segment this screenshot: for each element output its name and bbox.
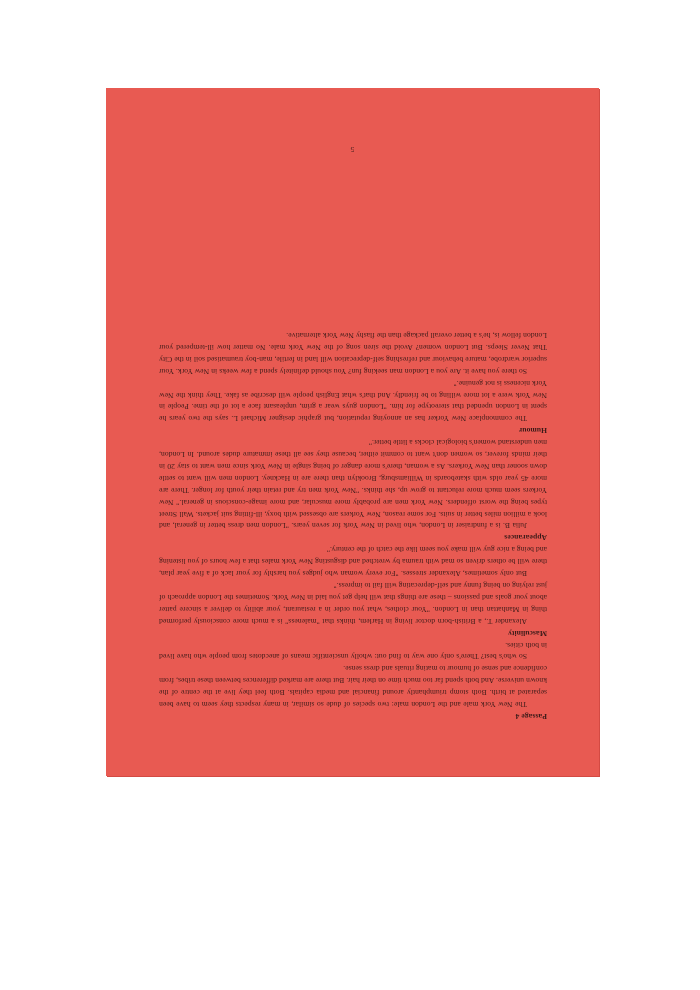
- heading-masculinity: Masculinity: [508, 628, 547, 638]
- intro-paragraph-2: So who's best? There's only one way to find out: wholly unscientific means of anecdotes from people who have lived in both cities.: [159, 640, 547, 662]
- heading-appearances: Appearances: [504, 533, 547, 543]
- passage-title: Passage 4: [515, 712, 547, 721]
- humour-paragraph-1: The commonplace New Yorker has an annoying reputation, but graphic designer Michael L. says the two years he spent in London upended that stereotype for him. "London guys wear a grim, unpleasant face a lot of the time. People in New York were a lot more willing to be friendly. And that's what English people will describe as fake. They think the New York niceness is not genuine.": [159, 378, 547, 424]
- humour-paragraph-2: So there you have it. Are you a London man seeking fun? You should definitely spend a few weeks in New York. Your superior wardrobe, mature behaviour and refreshing self-deprecation will land in fertile, man-boy traumatised soil in the City That Never Sleeps. But London women? Avoid the siren song of the New York male. No matter how ill-tempered your London fellow is, he's a better overall package than the flashy New York alternative.: [159, 331, 547, 376]
- masculinity-paragraph-1: Alexander T., a British-born doctor living in Harlem, thinks that "maleness" is a much more consciously performed thing in Manhattan than in London. "Your clothes, what you order in a restaurant, your ability to deliver a sincere patter about your goals and passions – these are things that will help get you laid in New York. Sometimes the London approach of just relying on being funny and self-deprecating will fail to impress.": [159, 581, 547, 626]
- rotated-page: [106, 88, 599, 776]
- red-paper-sheet: [106, 88, 599, 776]
- masculinity-paragraph-2: But only sometimes, Alexander stresses. "For every woman who judges you harshly for your lack of a five year plan, there will be others driven so mad with trauma by wretched and disgusting New York males that a few hours of you listening and being a nice guy will make you seem like the catch of the century.": [159, 545, 547, 579]
- passage-body: [159, 329, 547, 722]
- heading-humour: Humour: [518, 426, 547, 436]
- appearances-paragraph-1: Julia B. is a fundraiser in London, who lived in New York for seven years. "London men dress better in general, and look a million miles better in suits. For some reason, New Yorkers are obsessed with boxy, ill-fitting suit jackets. Wall Street types being the worst offenders. New York men are probably more muscular, and more image-conscious in general." New Yorkers seem much more reluctant to grow up, she thinks. "New York men try and retain their youth for longer. There are more 45 year olds with skateboards in Williamsburg, Brooklyn than there are in Hackney. London men will want to settle down sooner than New Yorkers. As a woman, there's more danger of being single in New York since men want to stay 20 in their minds forever, so women don't want to commit either, because they see all these immature dudes around. In London, men understand women's biological clocks a little better.": [159, 438, 547, 531]
- page-number: 5: [350, 145, 355, 154]
- intro-paragraph-1: The New York male and the London male: two species of dude so similar, in many respects they seem to have been separated at birth. Both stomp triumphantly around financial and media capitals. Both feel they live at the centre of the known universe. And both spend far too much time on their hair. But there are marked differences between these tribes, from confidence and sense of humour to mating rituals and dress sense.: [159, 664, 547, 710]
